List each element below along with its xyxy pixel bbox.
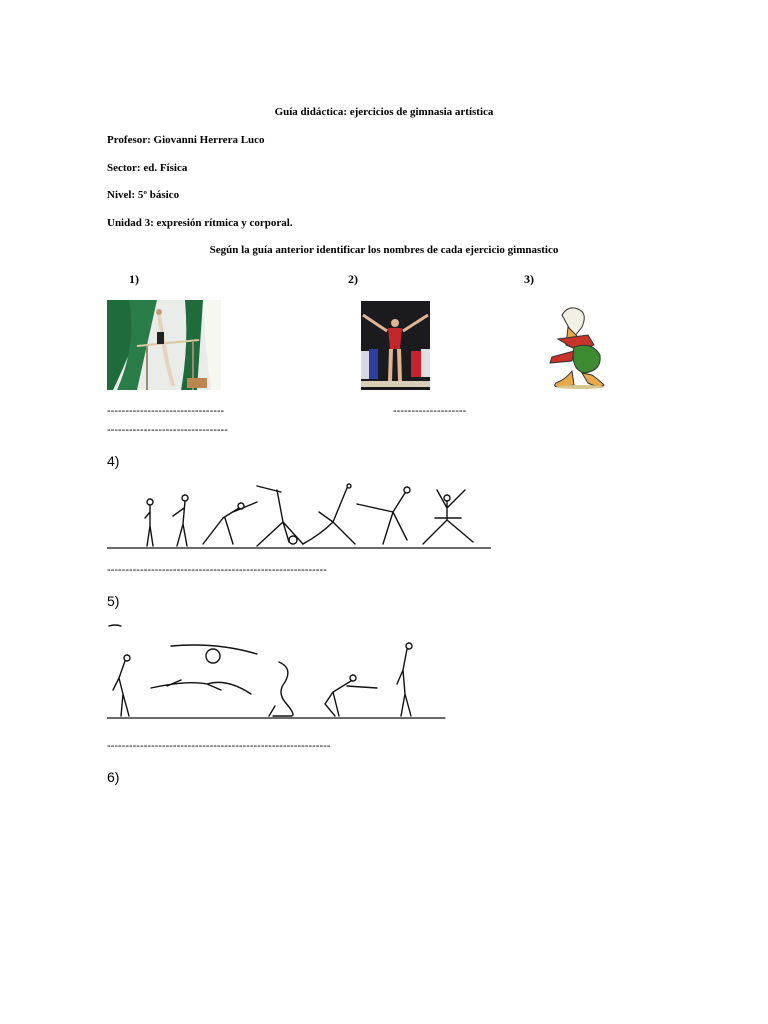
- question-4-number: 4): [107, 453, 120, 469]
- roll-sequence-drawing: [107, 624, 447, 722]
- profesor-line: Profesor: Giovanni Herrera Luco: [107, 134, 265, 146]
- answer-line-1-continuation[interactable]: ---------------------------------: [107, 424, 228, 436]
- question-2-number: 2): [348, 272, 358, 286]
- sector-line: Sector: ed. Física: [107, 162, 188, 174]
- question-1-number: 1): [129, 272, 139, 286]
- answer-line-5[interactable]: -------------------------------------------------------------: [107, 740, 331, 752]
- nivel-line: Nivel: 5º básico: [107, 189, 180, 201]
- question-6-number: 6): [107, 769, 120, 785]
- unidad-line: Unidad 3: expresión rítmica y corporal.: [107, 217, 293, 229]
- answer-line-2[interactable]: --------------------: [393, 405, 467, 417]
- gymnast-beam-photo: [361, 301, 430, 390]
- question-5-number: 5): [107, 593, 120, 609]
- instruction-line: Según la guía anterior identificar los nombres de cada ejercicio gimnastico: [209, 244, 559, 256]
- cartwheel-sequence-drawing: [107, 482, 491, 552]
- page-title: Guía didáctica: ejercicios de gimnasia artística: [274, 106, 494, 118]
- answer-line-4[interactable]: ------------------------------------------------------------: [107, 564, 327, 576]
- gymnast-bars-photo: [107, 300, 221, 390]
- cartoon-handstand-illustration: [548, 305, 608, 390]
- answer-line-1[interactable]: --------------------------------: [107, 405, 225, 417]
- question-3-number: 3): [524, 272, 534, 286]
